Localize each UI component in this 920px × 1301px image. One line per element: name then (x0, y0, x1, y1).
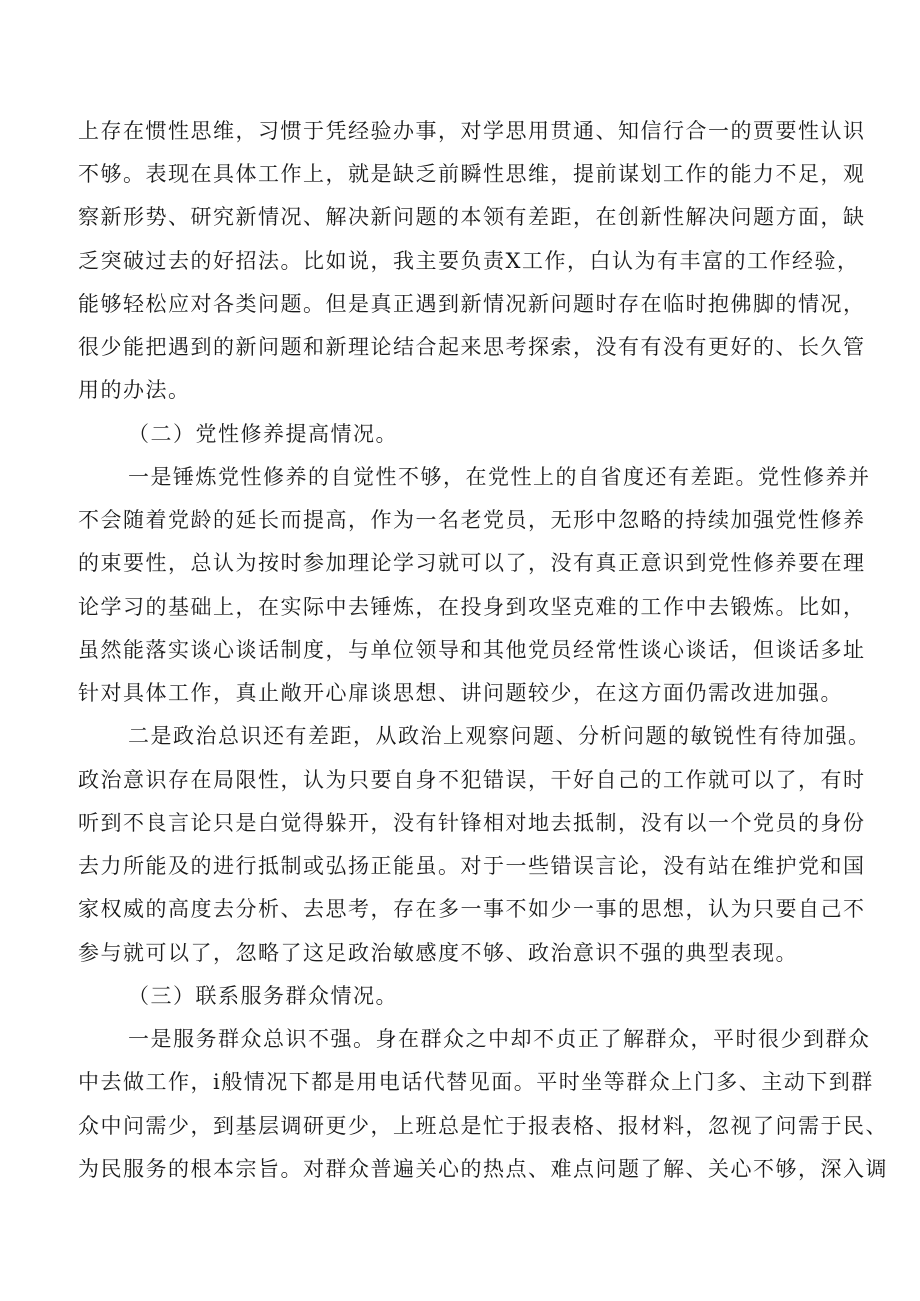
paragraph-line: 二是政治总识还有差距，从政治上观察问题、分析问题的敏锐性有待加强。 (128, 724, 871, 748)
paragraph-line: 乏突破过去的好招法。比如说，我主要负责X工作，白认为有丰富的工作经验， (78, 249, 860, 273)
paragraph-line: 察新形势、研究新情况、解决新问题的本领有差距，在创新性解决问题方面，缺 (78, 205, 866, 229)
paragraph-line: 用的办法。 (78, 378, 191, 402)
paragraph-line: 上存在惯性思维，习惯于凭经验办事，对学思用贯通、知信行合一的贾要性认识 (78, 119, 866, 143)
paragraph-line: 针对具体工作，真止敞开心扉谈思想、讲问题较少，在这方面仍需改进加强。 (78, 681, 843, 705)
section-heading: （二）党性修养提高情况。 (128, 422, 398, 446)
paragraph-line: 家权威的高度去分析、去思考，存在多一事不如少一事的思想，认为只要自己不 (78, 897, 866, 921)
paragraph-line: 的束要性，总认为按时参加理论学习就可以了，没有真正意识到党性修养要在理 (78, 551, 866, 575)
paragraph-line: 虽然能落实谈心谈话制度，与单位领导和其他党员经常性谈心谈话，但谈话多址 (78, 638, 866, 662)
paragraph-line: 不会随着党龄的延长而提高，作为一名老党员，无形中忽略的持续加强党性修养 (78, 508, 866, 532)
paragraph-line: 众中问需少，到基层调研更少，上班总是忙于报表格、报材料，忽视了问需于民、 (78, 1114, 888, 1138)
paragraph-line: 政治意识存在局限性，认为只要自身不犯错误，干好自己的工作就可以了，有时 (78, 768, 866, 792)
paragraph-line: 为民服务的根本宗旨。对群众普遍关心的热点、难点问题了解、关心不够，深入调 (78, 1157, 888, 1181)
paragraph-line: 一是锤炼党性修养的自觉性不够，在党性上的自省度还有差距。党性修养并 (128, 465, 871, 489)
paragraph-line: 去力所能及的进行抵制或弘扬正能虽。对于一些错误言论，没有站在维护党和国 (78, 854, 866, 878)
section-heading: （三）联系服务群众情况。 (128, 984, 398, 1008)
paragraph-line: 能够轻松应对各类问题。但是真正遇到新情况新问题时存在临时抱佛脚的情况， (78, 292, 866, 316)
paragraph-line: 一是服务群众总识不强。身在群众之中却不贞正了解群众，平时很少到群众 (128, 1027, 871, 1051)
paragraph-line: 很少能把遇到的新问题和新理论结合起来思考探索，没有有没有更好的、长久管 (78, 335, 866, 359)
paragraph-line: 中去做工作，i般情况下都是用电话代替见面。平时坐等群众上门多、主动下到群 (78, 1070, 874, 1094)
paragraph-line: 不够。表现在具体工作上，就是缺乏前瞬性思维，提前谋划工作的能力不足，观 (78, 162, 866, 186)
paragraph-line: 论学习的基础上，在实际中去锤炼，在投身到攻坚克难的工作中去锻炼。比如， (78, 595, 866, 619)
paragraph-line: 听到不良言论只是白觉得躲开，没有针锋相对地去抵制，没有以一个党员的身份 (78, 811, 866, 835)
paragraph-line: 参与就可以了，忽略了这足政治敏感度不够、政治意识不强的典型表现。 (78, 941, 798, 965)
